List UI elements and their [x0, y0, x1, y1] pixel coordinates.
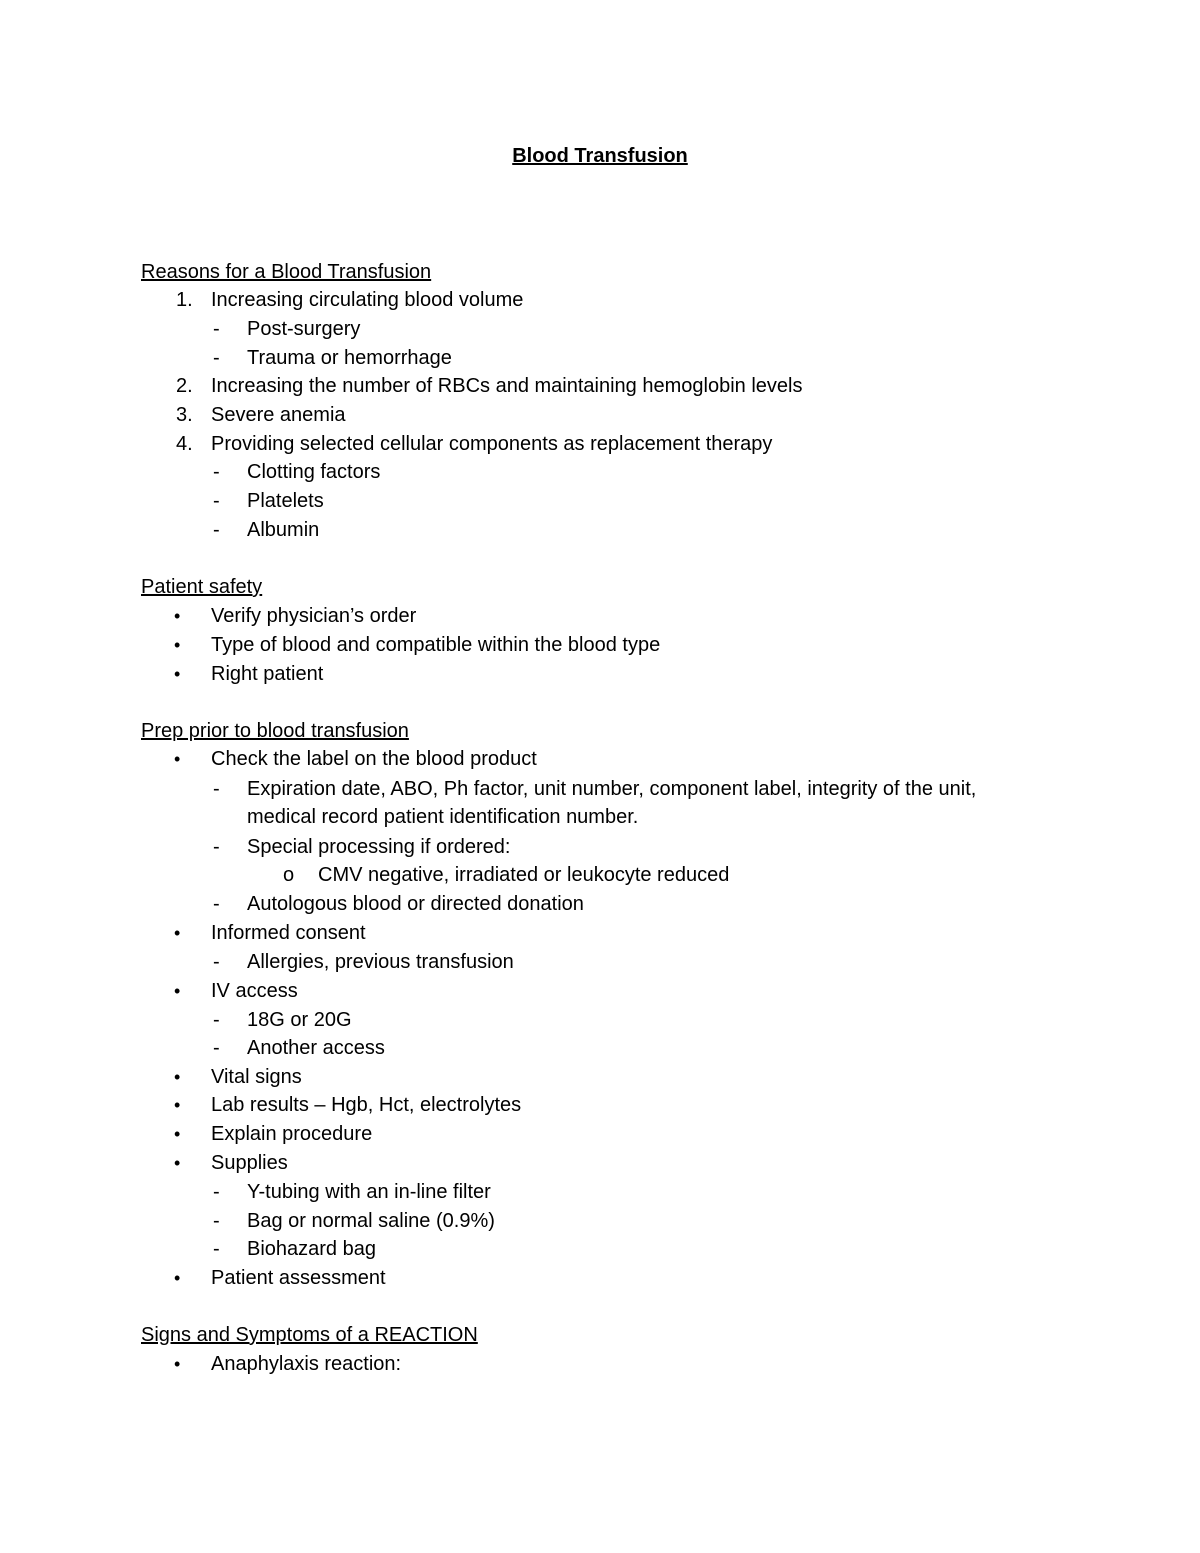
bullet-marker: •	[174, 1268, 181, 1288]
list-item: Another access	[247, 1037, 385, 1059]
bullet-marker: •	[174, 606, 181, 626]
section-heading-safety: Patient safety	[141, 576, 263, 598]
bullet-marker: •	[174, 749, 181, 769]
list-item: Trauma or hemorrhage	[247, 347, 452, 369]
dash-marker: -	[213, 490, 220, 512]
list-item: CMV negative, irradiated or leukocyte reduced	[318, 864, 730, 886]
bullet-marker: •	[174, 1067, 181, 1087]
dash-marker: -	[213, 1009, 220, 1031]
section-heading-prep: Prep prior to blood transfusion	[141, 720, 409, 742]
list-item: Informed consent	[211, 922, 366, 944]
dash-marker: -	[213, 461, 220, 483]
list-number: 1.	[176, 289, 193, 311]
list-item: Vital signs	[211, 1066, 302, 1088]
dash-marker: -	[213, 519, 220, 541]
list-item: Clotting factors	[247, 461, 381, 483]
list-item: Bag or normal saline (0.9%)	[247, 1210, 495, 1232]
list-number: 2.	[176, 375, 193, 397]
dash-marker: -	[213, 893, 220, 915]
list-item: Allergies, previous transfusion	[247, 951, 514, 973]
list-item: Right patient	[211, 663, 324, 685]
list-item: Y-tubing with an in-line filter	[247, 1181, 491, 1203]
bullet-marker: •	[174, 1153, 181, 1173]
list-item: Special processing if ordered:	[247, 836, 511, 858]
list-item: Increasing the number of RBCs and maintaining hemoglobin levels	[211, 375, 803, 397]
list-item: Severe anemia	[211, 404, 346, 426]
list-item: Expiration date, ABO, Ph factor, unit number, component label, integrity of the unit,	[247, 778, 977, 800]
list-item: Albumin	[247, 519, 320, 541]
dash-marker: -	[213, 318, 220, 340]
list-item: Lab results – Hgb, Hct, electrolytes	[211, 1094, 522, 1116]
dash-marker: -	[213, 951, 220, 973]
bullet-marker: •	[174, 664, 181, 684]
list-item: Autologous blood or directed donation	[247, 893, 584, 915]
document-title: Blood Transfusion	[512, 145, 688, 167]
list-item: Providing selected cellular components as replacement therapy	[211, 433, 773, 455]
dash-marker: -	[213, 836, 220, 858]
list-item: Explain procedure	[211, 1123, 373, 1145]
list-item: Verify physician’s order	[211, 605, 417, 627]
bullet-marker: •	[174, 1354, 181, 1374]
list-number: 3.	[176, 404, 193, 426]
bullet-marker: •	[174, 1124, 181, 1144]
list-item: Biohazard bag	[247, 1238, 376, 1260]
dash-marker: -	[213, 1238, 220, 1260]
dash-marker: -	[213, 1181, 220, 1203]
list-item: Supplies	[211, 1152, 288, 1174]
bullet-marker: •	[174, 923, 181, 943]
bullet-marker: •	[174, 981, 181, 1001]
list-item: Platelets	[247, 490, 324, 512]
list-number: 4.	[176, 433, 193, 455]
list-item: Patient assessment	[211, 1267, 386, 1289]
bullet-marker: •	[174, 1095, 181, 1115]
dash-marker: -	[213, 347, 220, 369]
list-item: 18G or 20G	[247, 1009, 352, 1031]
list-item: Increasing circulating blood volume	[211, 289, 524, 311]
dash-marker: -	[213, 1037, 220, 1059]
list-item-continuation: medical record patient identification number.	[247, 806, 639, 828]
section-heading-reasons: Reasons for a Blood Transfusion	[141, 261, 432, 283]
list-item: Check the label on the blood product	[211, 748, 537, 770]
bullet-marker: •	[174, 635, 181, 655]
dash-marker: -	[213, 1210, 220, 1232]
list-item: Post-surgery	[247, 318, 361, 340]
section-heading-reaction: Signs and Symptoms of a REACTION	[141, 1324, 478, 1346]
circle-marker: o	[283, 864, 295, 886]
dash-marker: -	[213, 778, 220, 800]
list-item: Anaphylaxis reaction:	[211, 1353, 402, 1375]
list-item: Type of blood and compatible within the blood type	[211, 634, 661, 656]
list-item: IV access	[211, 980, 298, 1002]
